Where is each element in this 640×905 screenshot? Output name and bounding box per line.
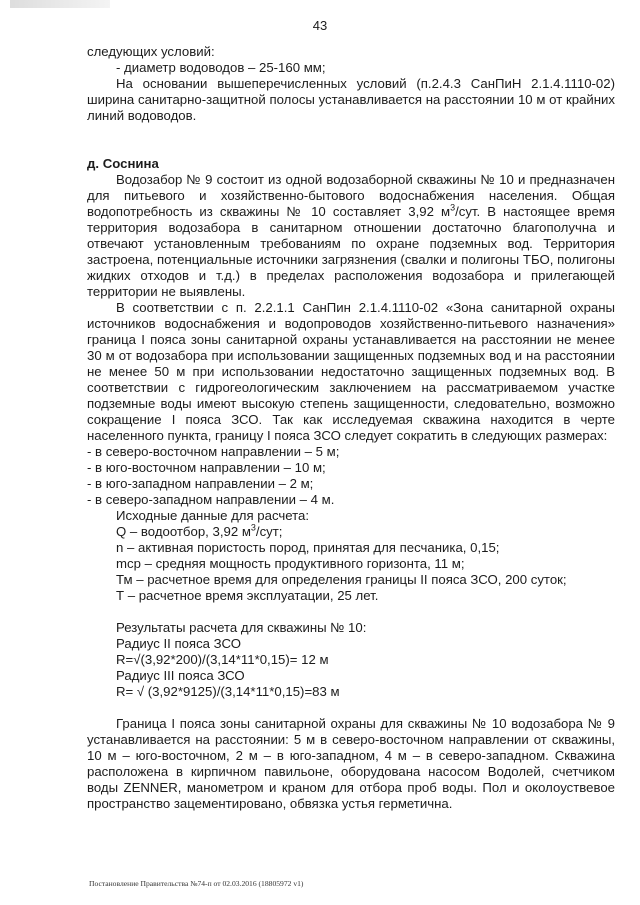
superscript: 3 <box>250 522 256 533</box>
paragraph: На основании вышеперечисленных условий (п.2.4.3 СанПиН 2.1.4.1110-02) ширина санитарно-защитной полосы устанавливается на расстоянии 10 м от крайних линий водоводов. <box>87 76 615 123</box>
section-title: д. Соснина <box>87 156 159 171</box>
scan-header-artifact <box>10 0 110 8</box>
formula-label: Радиус III пояса ЗСО <box>116 668 245 683</box>
formula: R= √ (3,92*9125)/(3,14*11*0,15)=83 м <box>116 684 340 699</box>
list-item: n – активная пористость пород, принятая для песчаника, 0,15; <box>116 540 500 555</box>
list-item-text: /сут; <box>255 524 283 539</box>
paragraph-text: Водозабор № 9 состоит из одной водозаборной скважины № 10 и предназначен для питьевого и хозяйственно-бытового водоснабжения населения. Общая водопотребность из скважины № 10 составляет 3,92 м <box>87 172 615 219</box>
formula-label: Радиус II пояса ЗСО <box>116 636 241 651</box>
paragraph: следующих условий: <box>87 44 215 59</box>
list-item: Тм – расчетное время для определения границы II пояса ЗСО, 200 суток; <box>116 572 567 587</box>
formula: R=√(3,92*200)/(3,14*11*0,15)= 12 м <box>116 652 329 667</box>
list-item <box>87 524 615 540</box>
paragraph <box>87 172 615 300</box>
paragraph: Граница I пояса зоны санитарной охраны для скважины № 10 водозабора № 9 устанавливается на расстоянии: 5 м в северо-восточном направлении от скважины, 10 м – юго-восточном, 2 м – в юго-западном, 4 м – в северо-западном. Скважина расположена в кирпичном павильоне, оборудована насосом Водолей, счетчиком воды ZENNER, манометром и краном для отбора проб воды. Пол и околоуствевое пространство зацементировано, обвязка устья герметична. <box>87 716 615 811</box>
document-body <box>87 44 615 812</box>
paragraph: Исходные данные для расчета: <box>116 508 310 523</box>
list-item: - в северо-западном направлении – 4 м. <box>87 492 335 507</box>
list-item: Т – расчетное время эксплуатации, 25 лет. <box>116 588 379 603</box>
list-item: - в северо-восточном направлении – 5 м; <box>87 444 340 459</box>
paragraph: В соответствии с п. 2.2.1.1 СанПин 2.1.4.1110-02 «Зона санитарной охраны источников водоснабжения и водопроводов хозяйственно-питьевого назначения» граница I пояса зоны санитарной охраны устанавливается на расстоянии не менее 30 м от водозабора при использовании защищенных подземных вод и на расстоянии не менее 50 м при использовании недостаточно защищенных подземных вод. В соответствии с гидрогеологическим заключением на рассматриваемом участке подземные воды имеют высокую степень защищенности, следовательно, возможно сокращение I пояса ЗСО. Так как исследуемая скважина находится в черте населенного пункта, границу I пояса ЗСО следует сократить в следующих размерах: <box>87 300 615 443</box>
list-item-text: Q – водоотбор, 3,92 м <box>116 524 251 539</box>
list-item: - в юго-западном направлении – 2 м; <box>87 476 314 491</box>
list-item: - в юго-восточном направлении – 10 м; <box>87 460 326 475</box>
paragraph-text: /сут. В настоящее время территория водозабора в санитарном отношении достаточно благополучна и отвечают установленным требованиям по охране подземных вод. Территория застроена, потенциальные источники загрязнения (свалки и полигоны ТБО, полигоны жидких отходов и т.д.) в пределах расположения водозабора и прилегающей территории не выявлены. <box>87 204 615 299</box>
list-item: - диаметр водоводов – 25-160 мм; <box>116 60 326 75</box>
list-item: mср – средняя мощность продуктивного горизонта, 11 м; <box>116 556 465 571</box>
paragraph: Результаты расчета для скважины № 10: <box>116 620 367 635</box>
page-number: 43 <box>312 18 328 33</box>
superscript: 3 <box>450 202 456 213</box>
document-footer: Постановление Правительства №74-п от 02.03.2016 (18805972 v1) <box>89 879 304 888</box>
